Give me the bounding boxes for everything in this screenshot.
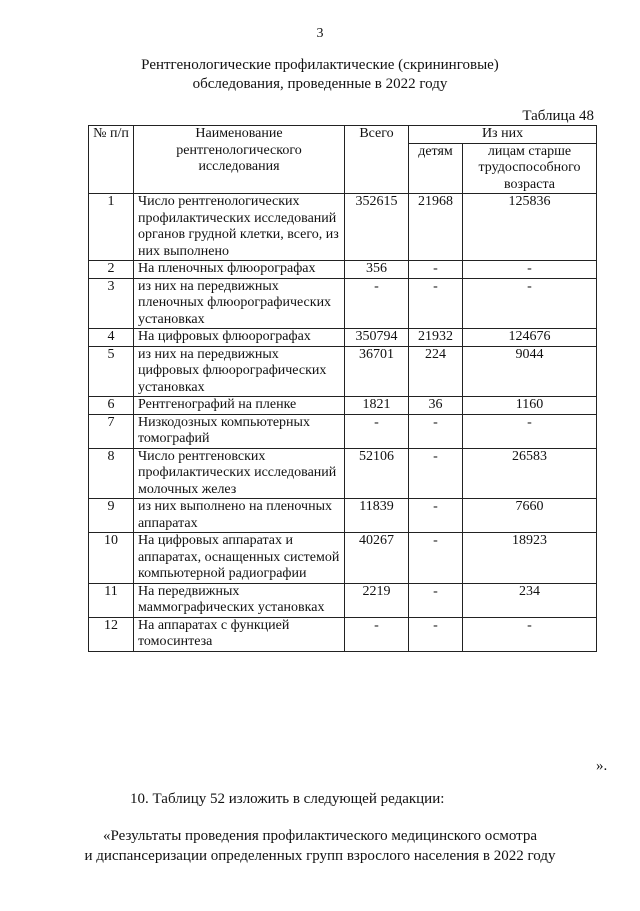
row-adults: - <box>463 278 597 329</box>
row-name: На цифровых флюорографах <box>134 329 345 347</box>
row-total: 36701 <box>345 346 409 397</box>
row-children: - <box>409 414 463 448</box>
row-name: из них на передвижных пленочных флюорографических установках <box>134 278 345 329</box>
table-row <box>89 278 597 329</box>
table-row <box>89 194 597 261</box>
row-children: 36 <box>409 397 463 415</box>
table-caption: Таблица 48 <box>522 108 594 124</box>
row-total: 356 <box>345 261 409 279</box>
header-of-them: Из них <box>409 126 597 144</box>
row-total: - <box>345 278 409 329</box>
row-adults: 9044 <box>463 346 597 397</box>
row-name: из них на передвижных цифровых флюорографических установках <box>134 346 345 397</box>
table-row <box>89 499 597 533</box>
header-children: детям <box>409 143 463 194</box>
screening-table <box>88 125 597 652</box>
row-adults: 7660 <box>463 499 597 533</box>
row-num: 6 <box>89 397 134 415</box>
row-adults: 1160 <box>463 397 597 415</box>
row-num: 1 <box>89 194 134 261</box>
row-total: 52106 <box>345 448 409 499</box>
subheading-line-2: и диспансеризации определенных групп взрослого населения в 2022 году <box>84 848 556 864</box>
header-total: Всего <box>345 126 409 194</box>
row-num: 12 <box>89 617 134 651</box>
row-name: На цифровых аппаратах и аппаратах, оснащенных системой компьютерной радиографии <box>134 533 345 584</box>
page-number: 3 <box>316 26 324 41</box>
row-num: 4 <box>89 329 134 347</box>
row-children: - <box>409 617 463 651</box>
row-total: - <box>345 617 409 651</box>
row-num: 8 <box>89 448 134 499</box>
row-name: из них выполнено на пленочных аппаратах <box>134 499 345 533</box>
row-num: 3 <box>89 278 134 329</box>
row-children: - <box>409 261 463 279</box>
row-total: 1821 <box>345 397 409 415</box>
row-name: На пленочных флюорографах <box>134 261 345 279</box>
instruction-paragraph: 10. Таблицу 52 изложить в следующей редакции: <box>130 791 445 807</box>
row-total: 11839 <box>345 499 409 533</box>
next-table-heading <box>0 826 640 866</box>
row-name: На аппаратах с функцией томосинтеза <box>134 617 345 651</box>
table-row <box>89 397 597 415</box>
header-num: № п/п <box>89 126 134 194</box>
heading-line-1: Рентгенологические профилактические (скрининговые) <box>141 57 499 73</box>
row-total: 2219 <box>345 583 409 617</box>
table-row <box>89 261 597 279</box>
row-children: - <box>409 533 463 584</box>
row-adults: 125836 <box>463 194 597 261</box>
row-children: - <box>409 278 463 329</box>
heading-line-2: обследования, проведенные в 2022 году <box>192 76 448 92</box>
row-name: На передвижных маммографических установках <box>134 583 345 617</box>
row-children: 21932 <box>409 329 463 347</box>
table-header-row <box>89 126 597 144</box>
table-row <box>89 617 597 651</box>
table-row <box>89 533 597 584</box>
row-adults: - <box>463 414 597 448</box>
row-num: 10 <box>89 533 134 584</box>
table-row <box>89 448 597 499</box>
table-row <box>89 346 597 397</box>
row-total: - <box>345 414 409 448</box>
row-num: 2 <box>89 261 134 279</box>
row-adults: 18923 <box>463 533 597 584</box>
row-adults: 26583 <box>463 448 597 499</box>
table-row <box>89 329 597 347</box>
row-children: 224 <box>409 346 463 397</box>
row-num: 5 <box>89 346 134 397</box>
row-children: 21968 <box>409 194 463 261</box>
row-name: Низкодозных компьютерных томографий <box>134 414 345 448</box>
row-children: - <box>409 583 463 617</box>
row-num: 9 <box>89 499 134 533</box>
row-adults: 124676 <box>463 329 597 347</box>
document-heading <box>0 56 640 94</box>
row-adults: 234 <box>463 583 597 617</box>
header-name: Наименование рентгенологического исследования <box>134 126 345 194</box>
header-adults: лицам старше трудоспособного возраста <box>463 143 597 194</box>
row-name: Рентгенографий на пленке <box>134 397 345 415</box>
closing-quote: ». <box>596 758 608 774</box>
row-num: 7 <box>89 414 134 448</box>
row-num: 11 <box>89 583 134 617</box>
row-total: 350794 <box>345 329 409 347</box>
row-total: 352615 <box>345 194 409 261</box>
row-name: Число рентгеновских профилактических исследований молочных желез <box>134 448 345 499</box>
table-row <box>89 414 597 448</box>
row-total: 40267 <box>345 533 409 584</box>
subheading-line-1: «Результаты проведения профилактического медицинского осмотра <box>102 828 538 844</box>
row-children: - <box>409 448 463 499</box>
row-name: Число рентгенологических профилактических исследований органов грудной клетки, всего, из них выполнено <box>134 194 345 261</box>
table-body <box>89 194 597 652</box>
row-adults: - <box>463 261 597 279</box>
row-adults: - <box>463 617 597 651</box>
row-children: - <box>409 499 463 533</box>
table-row <box>89 583 597 617</box>
